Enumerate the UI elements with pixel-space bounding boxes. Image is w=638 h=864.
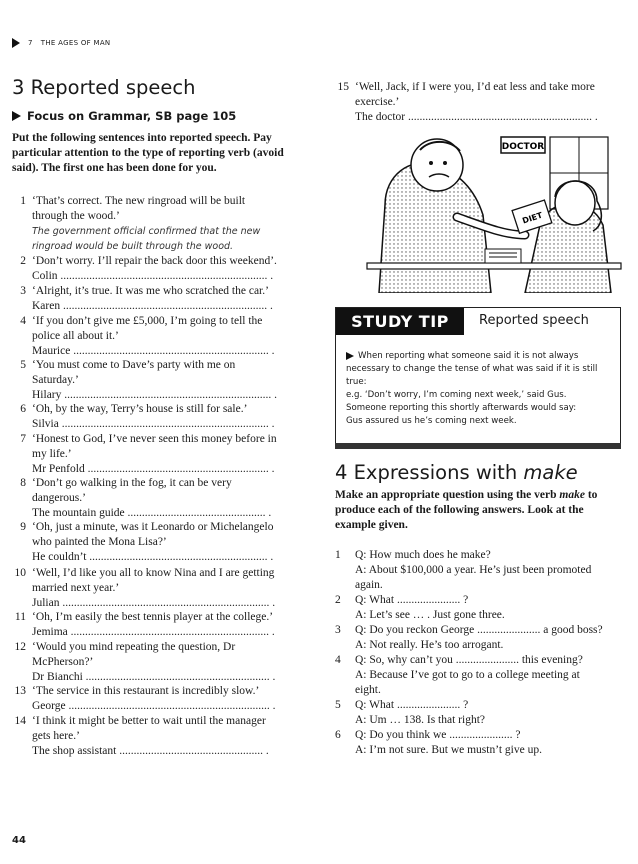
title-keyword: make bbox=[523, 461, 578, 484]
section-3-instructions: Put the following sentences into reported speech. Pay particular attention to the type of reporting verb (avoid said). The first one has been done for you. bbox=[12, 132, 284, 174]
item-line: ‘That’s correct. The new ringroad will be built bbox=[32, 195, 246, 207]
item-line: ‘Don’t go walking in the fog, it can be very bbox=[32, 477, 232, 489]
item-number: 1 bbox=[20, 195, 26, 207]
item-line: The mountain guide ................................................ . bbox=[32, 507, 272, 519]
item-line: Hilary ........................................................................ . bbox=[32, 389, 278, 401]
item-line: ‘Well, I’d like you all to know Nina and I are getting bbox=[32, 567, 275, 579]
item-number: 9 bbox=[20, 521, 26, 533]
item-line: He couldn’t .............................................................. . bbox=[32, 551, 274, 563]
item-number: 7 bbox=[20, 433, 26, 445]
answer-line: A: I’m not sure. But we mustn’t give up. bbox=[355, 744, 542, 756]
item-line: police all about it.’ bbox=[32, 330, 119, 342]
answer-line: A: Because I’ve got to go to a college meeting at bbox=[355, 669, 580, 681]
item-line: Karen ....................................................................... . bbox=[32, 300, 273, 312]
handwritten-answer: ringroad would be built through the wood. bbox=[32, 241, 234, 252]
item-line: Jemima ..................................................................... . bbox=[32, 626, 275, 638]
item-number: 15 bbox=[337, 81, 349, 93]
item-line: Maurice .................................................................... . bbox=[32, 345, 275, 357]
tip-line: Someone reporting this shortly afterwards would say: bbox=[346, 403, 577, 413]
item-number: 3 bbox=[335, 624, 341, 636]
answer-line: again. bbox=[355, 579, 383, 591]
item-number: 5 bbox=[20, 359, 26, 371]
item-line: George ...................................................................... . bbox=[32, 700, 276, 712]
question-line: Q: Do you think we ...................... ? bbox=[355, 729, 521, 741]
item-line: The shop assistant .................................................. . bbox=[32, 745, 269, 757]
instr-keyword: make bbox=[559, 489, 585, 501]
item-number: 6 bbox=[335, 729, 341, 741]
item-number: 14 bbox=[14, 715, 26, 727]
chapter-title: THE AGES OF MAN bbox=[40, 39, 111, 47]
item-line: ‘Would you mind repeating the question, Dr bbox=[32, 641, 236, 653]
item-line: ‘Oh, I’m easily the best tennis player at the college.’ bbox=[32, 611, 274, 623]
section-3-title: 3 Reported speech bbox=[12, 76, 196, 99]
item-line: ‘I think it might be better to wait until the manager bbox=[32, 715, 266, 727]
item-line: gets here.’ bbox=[32, 730, 80, 742]
item-line: ‘The service in this restaurant is incredibly slow.’ bbox=[32, 685, 260, 697]
item-line: ‘You must come to Dave’s party with me on bbox=[32, 359, 236, 371]
instr-text: to produce each of the following answers. Look at the example given. bbox=[335, 489, 598, 531]
item-line: Julian ........................................................................ . bbox=[32, 597, 276, 609]
answer-line: A: Um … 138. Is that right? bbox=[355, 714, 485, 726]
study-tip-box bbox=[335, 307, 621, 449]
tip-line: When reporting what someone said it is not always necessary to change the tense of what was said if it is still true: bbox=[346, 351, 598, 387]
item-line: ‘Don’t worry. I’ll repair the back door this weekend’. bbox=[32, 255, 277, 267]
item-number: 4 bbox=[335, 654, 341, 666]
item-line: ‘Alright, it’s true. It was me who scratched the car.’ bbox=[32, 285, 269, 297]
diet-leaflet: DIET bbox=[521, 210, 544, 226]
item-line: Colin ........................................................................ . bbox=[32, 270, 274, 282]
item-number: 12 bbox=[14, 641, 26, 653]
item-line: ‘If you don’t give me £5,000, I’m going to tell the bbox=[32, 315, 263, 327]
triangle-bullet-icon bbox=[12, 111, 21, 121]
answer-line: A: Let’s see … . Just gone three. bbox=[355, 609, 505, 621]
answer-line: A: About $100,000 a year. He’s just been promoted bbox=[355, 564, 592, 576]
tip-line: Gus assured us he’s coming next week. bbox=[346, 416, 517, 426]
triangle-bullet-icon bbox=[346, 352, 354, 360]
item-number: 4 bbox=[20, 315, 26, 327]
item-number: 6 bbox=[20, 403, 26, 415]
doctor-sign: DOCTOR bbox=[501, 142, 545, 152]
decorative-strip bbox=[335, 443, 621, 449]
item-number: 13 bbox=[14, 685, 26, 697]
section-4-instructions bbox=[335, 488, 625, 533]
question-line: Q: Do you reckon George ...................... a good boss? bbox=[355, 624, 603, 636]
item-line: McPherson?’ bbox=[32, 656, 94, 668]
running-header bbox=[12, 38, 110, 48]
item-line: Silvia ........................................................................ . bbox=[32, 418, 275, 430]
question-line: Q: What ...................... ? bbox=[355, 699, 469, 711]
doctor-cartoon-illustration bbox=[365, 135, 623, 293]
item-number: 3 bbox=[20, 285, 26, 297]
item-number: 10 bbox=[14, 567, 26, 579]
study-tip-body bbox=[346, 350, 612, 428]
item-line: my life.’ bbox=[32, 448, 72, 460]
answer-line: A: Not really. He’s too arrogant. bbox=[355, 639, 504, 651]
item-number: 1 bbox=[335, 549, 341, 561]
item-line: married next year.’ bbox=[32, 582, 120, 594]
instr-text: Make an appropriate question using the verb bbox=[335, 489, 560, 501]
item-line: Mr Penfold ............................................................... . bbox=[32, 463, 275, 475]
section-3-subtitle bbox=[12, 109, 236, 123]
item-line: ‘Oh, by the way, Terry’s house is still for sale.’ bbox=[32, 403, 248, 415]
question-line: Q: What ...................... ? bbox=[355, 594, 469, 606]
item-number: 2 bbox=[20, 255, 26, 267]
item-number: 8 bbox=[20, 477, 26, 489]
item-line: who painted the Mona Lisa?’ bbox=[32, 536, 167, 548]
item-line: Dr Bianchi ................................................................ . bbox=[32, 671, 276, 683]
item-number: 11 bbox=[14, 611, 26, 623]
item-line: Saturday.’ bbox=[32, 374, 79, 386]
item-line: dangerous.’ bbox=[32, 492, 86, 504]
section-4-title bbox=[335, 461, 578, 484]
tip-example: e.g. ‘Don’t worry, I’m coming next week,’ said Gus. bbox=[346, 390, 567, 400]
subtitle-text: Focus on Grammar, SB page 105 bbox=[27, 109, 237, 123]
item-line: The doctor ................................................................ . bbox=[355, 111, 598, 123]
study-tip-label: STUDY TIP bbox=[336, 308, 464, 335]
item-line: through the wood.’ bbox=[32, 210, 120, 222]
answer-line: eight. bbox=[355, 684, 381, 696]
title-text: 4 Expressions with bbox=[335, 461, 524, 484]
question-line: Q: How much does he make? bbox=[355, 549, 491, 561]
page-number: 44 bbox=[12, 835, 26, 846]
item-number: 5 bbox=[335, 699, 341, 711]
item-line: ‘Honest to God, I’ve never seen this money before in bbox=[32, 433, 277, 445]
question-line: Q: So, why can’t you ...................... this evening? bbox=[355, 654, 583, 666]
item-line: ‘Oh, just a minute, was it Leonardo or Michelangelo bbox=[32, 521, 274, 533]
item-number: 2 bbox=[335, 594, 341, 606]
item-line: exercise.’ bbox=[355, 96, 400, 108]
item-line: ‘Well, Jack, if I were you, I’d eat less and take more bbox=[355, 81, 595, 93]
study-tip-title: Reported speech bbox=[479, 313, 589, 328]
chapter-number: 7 bbox=[28, 39, 33, 47]
handwritten-answer: The government official confirmed that the new bbox=[32, 226, 261, 237]
triangle-bullet-icon bbox=[12, 38, 20, 48]
